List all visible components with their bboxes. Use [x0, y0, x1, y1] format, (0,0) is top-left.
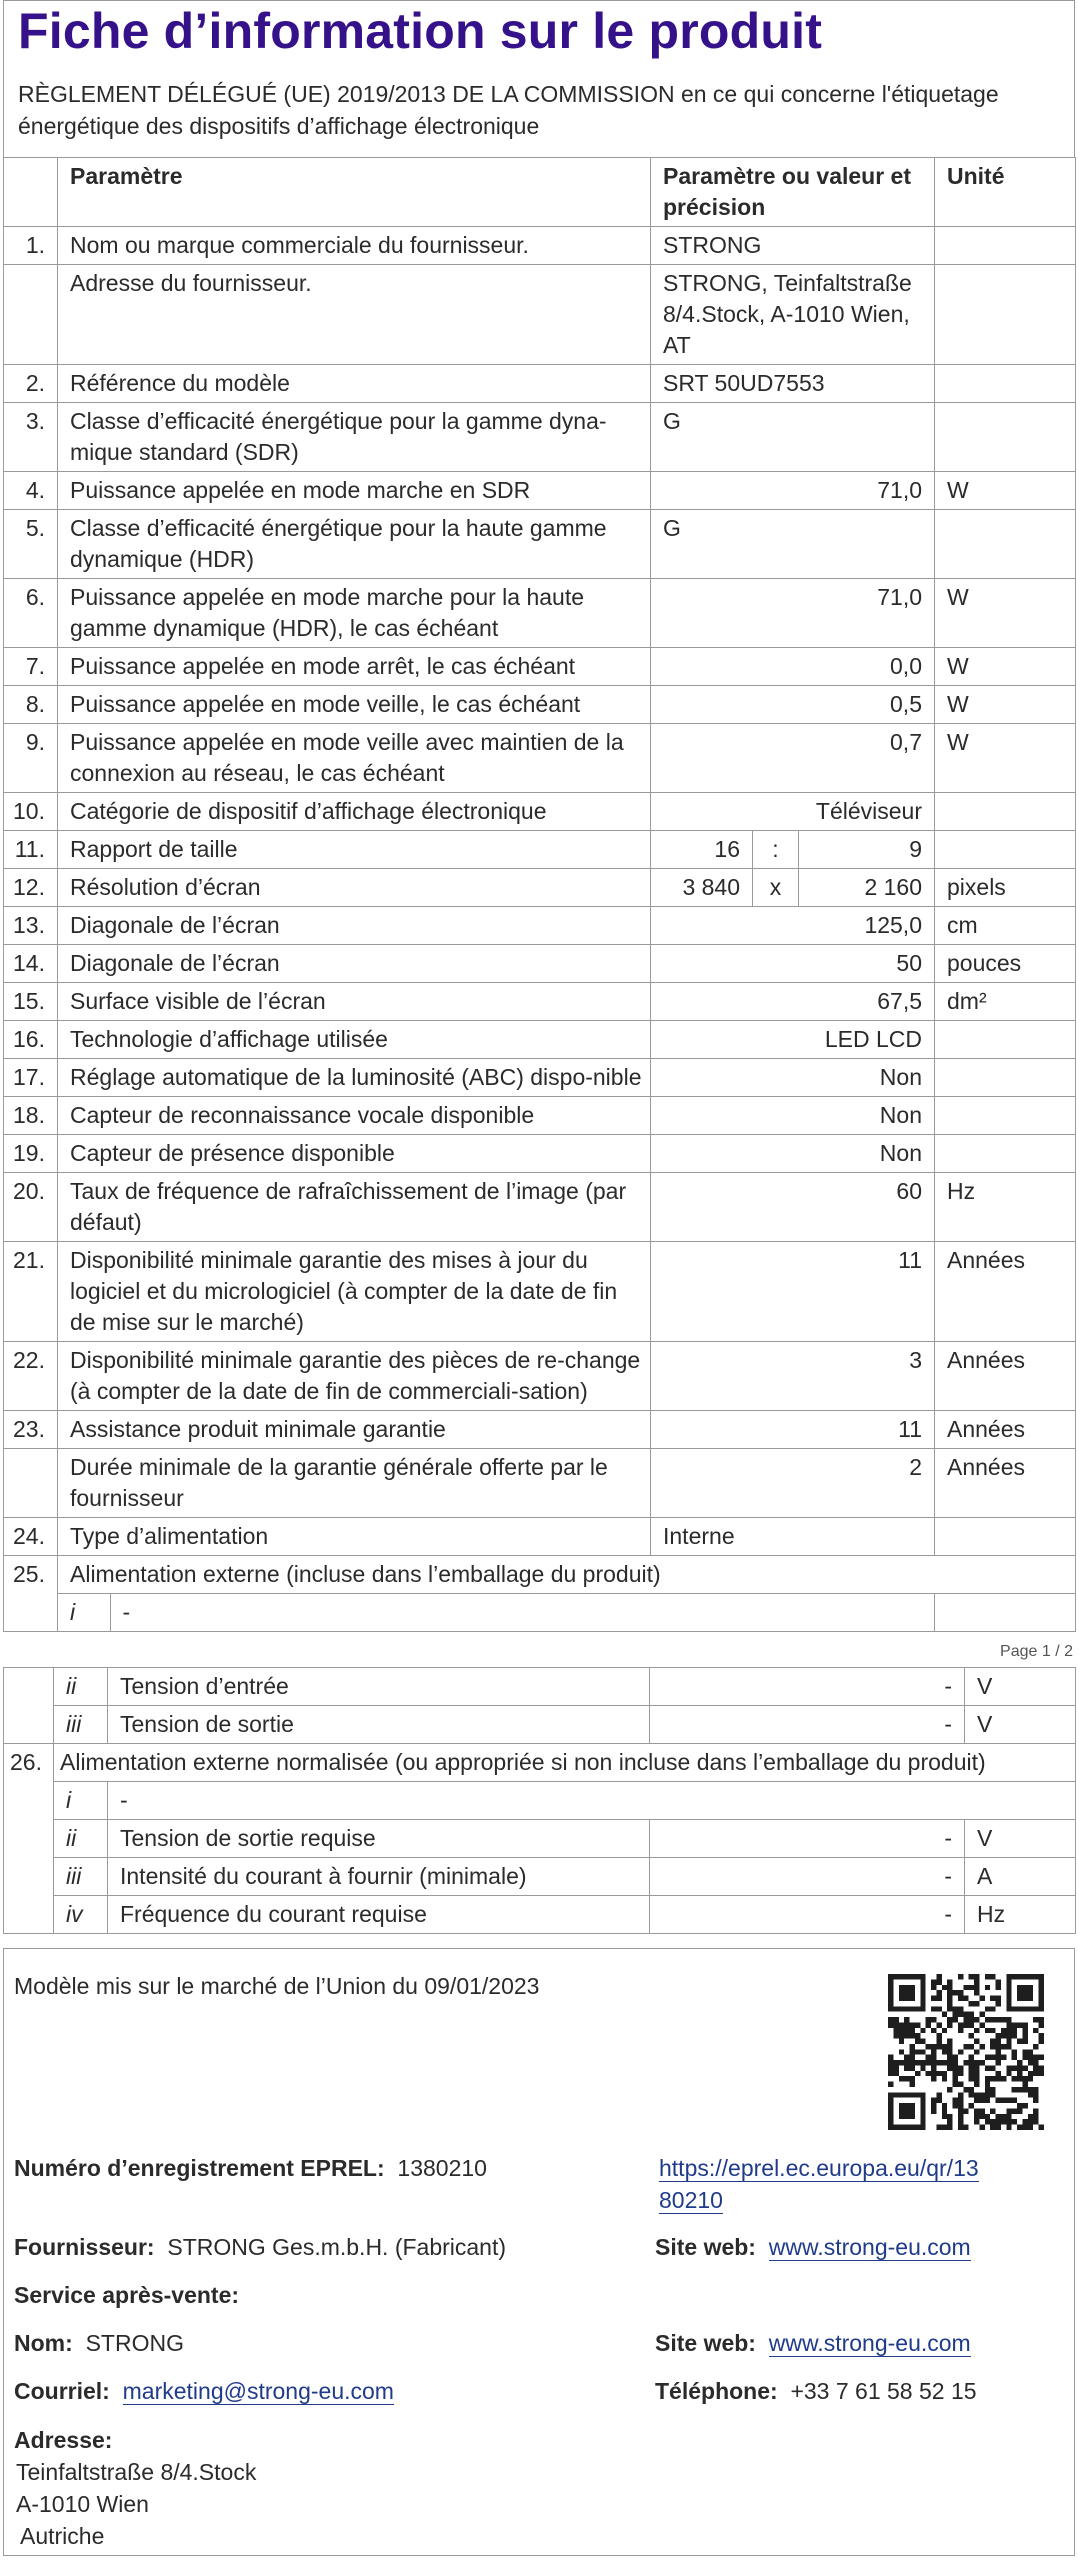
- row-parameter: Diagonale de l’écran: [58, 945, 651, 983]
- sub-row-roman: ii: [54, 1820, 108, 1858]
- service-phone: [655, 2375, 977, 2407]
- supplier-website: [655, 2231, 971, 2263]
- row-unit: [935, 1059, 1076, 1097]
- row-value: STRONG: [651, 227, 935, 265]
- table-row: [4, 1820, 1076, 1858]
- sub-row-value: -: [650, 1896, 965, 1934]
- table-row: [4, 983, 1076, 1021]
- row-value-a: 3 840: [651, 869, 753, 907]
- row-value: Interne: [651, 1518, 935, 1556]
- row-number: 2.: [4, 365, 58, 403]
- row-value: 125,0: [651, 907, 935, 945]
- row-number: 13.: [4, 907, 58, 945]
- row-number: 14.: [4, 945, 58, 983]
- table-row: [4, 1242, 1076, 1342]
- service-name: [14, 2327, 184, 2359]
- param-header: Paramètre: [58, 158, 651, 227]
- row-number: 21.: [4, 1242, 58, 1342]
- row-parameter: Adresse du fournisseur.: [58, 265, 651, 365]
- phone-label: Téléphone:: [655, 2378, 778, 2404]
- row-value: G: [651, 510, 935, 579]
- row-parameter: Disponibilité minimale garantie des pièces de re-change (à compter de la date de fin de commerciali-sation): [58, 1342, 651, 1411]
- row-value: Non: [651, 1135, 935, 1173]
- row-number: 18.: [4, 1097, 58, 1135]
- row-unit: Années: [935, 1242, 1076, 1342]
- sub-row-roman: i: [58, 1594, 110, 1631]
- row-number: 10.: [4, 793, 58, 831]
- row-number: 17.: [4, 1059, 58, 1097]
- address-label: [14, 2424, 112, 2456]
- qr-code-icon[interactable]: [888, 1974, 1044, 2130]
- aftersales-heading: [14, 2279, 239, 2311]
- mail-label: Courriel:: [14, 2378, 110, 2404]
- eprel-link-line2[interactable]: 80210: [659, 2187, 723, 2213]
- parameter-table: [3, 157, 1076, 1632]
- row-unit: [935, 1518, 1076, 1556]
- table-row: [4, 831, 1076, 869]
- row-number: 1.: [4, 227, 58, 265]
- row-parameter: Durée minimale de la garantie générale offerte par le fournisseur: [58, 1449, 651, 1518]
- row-unit: Hz: [935, 1173, 1076, 1242]
- page-number: Page 1 / 2: [1000, 1643, 1073, 1660]
- name-label: Nom:: [14, 2330, 73, 2356]
- unit-header: Unité: [935, 158, 1076, 227]
- web-link[interactable]: www.strong-eu.com: [768, 2234, 971, 2260]
- name-value: STRONG: [85, 2330, 184, 2356]
- row-value: 0,5: [651, 686, 935, 724]
- parameter-table-continued: [3, 1667, 1076, 1934]
- row-number: 25.: [4, 1556, 58, 1632]
- sub-row-value: -: [650, 1820, 965, 1858]
- row-unit: Années: [935, 1342, 1076, 1411]
- sub-row-roman: iv: [54, 1896, 108, 1934]
- row-number-empty: [4, 1668, 54, 1744]
- row-unit: [935, 365, 1076, 403]
- sub-row-parameter: Tension d’entrée: [108, 1668, 650, 1706]
- row-parameter: Capteur de présence disponible: [58, 1135, 651, 1173]
- table-row: [4, 510, 1076, 579]
- eprel-link-line1[interactable]: https://eprel.ec.europa.eu/qr/13: [659, 2155, 979, 2181]
- table-row: [4, 793, 1076, 831]
- table-row: [4, 403, 1076, 472]
- table-row: [4, 1021, 1076, 1059]
- row-number: 26.: [4, 1744, 54, 1934]
- row-number: 15.: [4, 983, 58, 1021]
- row-parameter: Disponibilité minimale garantie des mises à jour du logiciel et du micrologiciel (à compter de la date de fin de mise sur le marché): [58, 1242, 651, 1342]
- row-parameter: Puissance appelée en mode arrêt, le cas échéant: [58, 648, 651, 686]
- sub-row-parameter: Intensité du courant à fournir (minimale): [108, 1858, 650, 1896]
- row-parameter: Classe d’efficacité énergétique pour la gamme dyna-mique standard (SDR): [58, 403, 651, 472]
- market-date: Modèle mis sur le marché de l’Union du 09/01/2023: [14, 1973, 540, 1999]
- sub-row-value: -: [108, 1782, 1076, 1820]
- sub-row-unit: V: [965, 1706, 1076, 1744]
- row-parameter: Catégorie de dispositif d’affichage électronique: [58, 793, 651, 831]
- row-parameter: Puissance appelée en mode marche en SDR: [58, 472, 651, 510]
- row-parameter: Assistance produit minimale garantie: [58, 1411, 651, 1449]
- eprel-link[interactable]: [659, 2152, 979, 2216]
- row-unit: Années: [935, 1411, 1076, 1449]
- row-number: 23.: [4, 1411, 58, 1449]
- sub-row-roman: iii: [54, 1858, 108, 1896]
- sub-row-unit: Hz: [965, 1896, 1076, 1934]
- row-unit: [935, 1594, 1076, 1632]
- row-number: 22.: [4, 1342, 58, 1411]
- phone-value: +33 7 61 58 52 15: [790, 2378, 977, 2404]
- table-row: [4, 1744, 1076, 1782]
- row-value-a: 16: [651, 831, 753, 869]
- table-row: [4, 1135, 1076, 1173]
- row-value: 71,0: [651, 579, 935, 648]
- table-row: [4, 1858, 1076, 1896]
- row-parameter: Classe d’efficacité énergétique pour la haute gamme dynamique (HDR): [58, 510, 651, 579]
- table-row: [4, 1668, 1076, 1706]
- row-number: 7.: [4, 648, 58, 686]
- row-number: 4.: [4, 472, 58, 510]
- row-unit: [935, 1097, 1076, 1135]
- row-unit: cm: [935, 907, 1076, 945]
- service-website: [655, 2327, 971, 2359]
- row-parameter: Résolution d’écran: [58, 869, 651, 907]
- row-number: 16.: [4, 1021, 58, 1059]
- table-row: [4, 1518, 1076, 1556]
- table-row: [4, 365, 1076, 403]
- row-unit: pouces: [935, 945, 1076, 983]
- row-unit: W: [935, 648, 1076, 686]
- row-value: 2: [651, 1449, 935, 1518]
- row-value: Non: [651, 1097, 935, 1135]
- row-unit: [935, 265, 1076, 365]
- row-number: 9.: [4, 724, 58, 793]
- row-parameter: Puissance appelée en mode veille, le cas échéant: [58, 686, 651, 724]
- row-unit: [935, 793, 1076, 831]
- row-parameter: Surface visible de l’écran: [58, 983, 651, 1021]
- eprel-number: [14, 2152, 487, 2184]
- address-line-2: A-1010 Wien: [16, 2491, 149, 2517]
- row-number: 6.: [4, 579, 58, 648]
- table-row: [4, 648, 1076, 686]
- row-unit: dm²: [935, 983, 1076, 1021]
- table-row: [4, 1706, 1076, 1744]
- table-row: [4, 1097, 1076, 1135]
- supplier-label: Fournisseur:: [14, 2234, 155, 2260]
- row-value: 50: [651, 945, 935, 983]
- row-parameter: Diagonale de l’écran: [58, 907, 651, 945]
- table-row: [4, 472, 1076, 510]
- row-parameter: Capteur de reconnaissance vocale disponible: [58, 1097, 651, 1135]
- row-parameter: Technologie d’affichage utilisée: [58, 1021, 651, 1059]
- row-number: 8.: [4, 686, 58, 724]
- table-row: [4, 1173, 1076, 1242]
- table-row: [4, 265, 1076, 365]
- supplier-value: STRONG Ges.m.b.H. (Fabricant): [167, 2234, 507, 2260]
- table-row: [4, 579, 1076, 648]
- row-value-separator: x: [753, 869, 799, 907]
- row-value: 3: [651, 1342, 935, 1411]
- row-value: Non: [651, 1059, 935, 1097]
- row-number: 20.: [4, 1173, 58, 1242]
- row-value: G: [651, 403, 935, 472]
- eprel-value: 1380210: [397, 2155, 487, 2181]
- sub-row-roman: i: [54, 1782, 108, 1820]
- row-parameter: Nom ou marque commerciale du fournisseur.: [58, 227, 651, 265]
- table-row: [4, 1594, 1076, 1632]
- table-row: [4, 724, 1076, 793]
- row-value: 0,7: [651, 724, 935, 793]
- value-header: Paramètre ou valeur et précision: [651, 158, 935, 227]
- aftersales-label: Service après-vente:: [14, 2282, 240, 2308]
- row-value: STRONG, Teinfaltstraße 8/4.Stock, A-1010 Wien, AT: [651, 265, 935, 365]
- address-label-text: Adresse:: [14, 2427, 113, 2453]
- row-number: 3.: [4, 403, 58, 472]
- supplier: [14, 2231, 506, 2263]
- row-parameter: Type d’alimentation: [58, 1518, 651, 1556]
- sub-row-roman: iii: [54, 1706, 108, 1744]
- table-row: [4, 686, 1076, 724]
- sub-row: [58, 1594, 934, 1631]
- sub-row-roman: ii: [54, 1668, 108, 1706]
- sub-row-unit: V: [965, 1668, 1076, 1706]
- web2-label: Site web:: [655, 2330, 756, 2356]
- table-row: [4, 945, 1076, 983]
- row-unit: [935, 510, 1076, 579]
- row-unit: W: [935, 579, 1076, 648]
- row-value-separator: :: [753, 831, 799, 869]
- address-line-3: Autriche: [20, 2523, 105, 2549]
- sub-row-unit: V: [965, 1820, 1076, 1858]
- table-row: [4, 1342, 1076, 1411]
- row-value-b: 2 160: [799, 869, 935, 907]
- service-email: [14, 2375, 394, 2407]
- row-unit: [935, 227, 1076, 265]
- row-unit: [935, 831, 1076, 869]
- row-parameter: Référence du modèle: [58, 365, 651, 403]
- table-row: [4, 1449, 1076, 1518]
- row-value: 0,0: [651, 648, 935, 686]
- sub-row-parameter: Fréquence du courant requise: [108, 1896, 650, 1934]
- row-parameter: Rapport de taille: [58, 831, 651, 869]
- row-unit: [935, 403, 1076, 472]
- row-value: SRT 50UD7553: [651, 365, 935, 403]
- row-value-b: 9: [799, 831, 935, 869]
- sub-row-value: -: [122, 1599, 131, 1625]
- table-row: [4, 1411, 1076, 1449]
- row-value: LED LCD: [651, 1021, 935, 1059]
- row-unit: pixels: [935, 869, 1076, 907]
- sub-row-value: -: [650, 1668, 965, 1706]
- web-label: Site web:: [655, 2234, 756, 2260]
- row-value: 71,0: [651, 472, 935, 510]
- sub-row-parameter: Tension de sortie: [108, 1706, 650, 1744]
- row-number: [4, 1449, 58, 1518]
- row-unit: [935, 1135, 1076, 1173]
- sub-row-value: -: [650, 1706, 965, 1744]
- row-number: 12.: [4, 869, 58, 907]
- row-parameter: Taux de fréquence de rafraîchissement de l’image (par défaut): [58, 1173, 651, 1242]
- row-parameter: Réglage automatique de la luminosité (ABC) dispo-nible: [58, 1059, 651, 1097]
- row-number: 11.: [4, 831, 58, 869]
- table-row: [4, 1782, 1076, 1820]
- address-line-1: Teinfaltstraße 8/4.Stock: [16, 2459, 257, 2485]
- table-row: [4, 1556, 1076, 1594]
- sub-row-value: -: [650, 1858, 965, 1896]
- table-row: [4, 907, 1076, 945]
- row-number: 5.: [4, 510, 58, 579]
- table-row: [4, 1896, 1076, 1934]
- sub-row-parameter: Tension de sortie requise: [108, 1820, 650, 1858]
- page-title: Fiche d’information sur le produit: [18, 3, 823, 59]
- row-value: 11: [651, 1242, 935, 1342]
- row-value: 67,5: [651, 983, 935, 1021]
- email-link[interactable]: marketing@strong-eu.com: [122, 2378, 394, 2404]
- row-value: 11: [651, 1411, 935, 1449]
- row-number: [4, 265, 58, 365]
- row-parameter: Alimentation externe (incluse dans l’emballage du produit): [58, 1556, 1076, 1594]
- web2-link[interactable]: www.strong-eu.com: [768, 2330, 971, 2356]
- row-unit: [935, 1021, 1076, 1059]
- row-value: Téléviseur: [651, 793, 935, 831]
- row-parameter: Puissance appelée en mode marche pour la haute gamme dynamique (HDR), le cas échéant: [58, 579, 651, 648]
- row-unit: W: [935, 472, 1076, 510]
- eprel-label: Numéro d’enregistrement EPREL:: [14, 2155, 385, 2181]
- row-value: 60: [651, 1173, 935, 1242]
- table-row: [4, 1059, 1076, 1097]
- sub-row-container: [58, 1594, 935, 1632]
- row-parameter: Alimentation externe normalisée (ou appropriée si non incluse dans l’emballage du produit): [54, 1744, 1076, 1782]
- row-number: 24.: [4, 1518, 58, 1556]
- row-unit: Années: [935, 1449, 1076, 1518]
- row-unit: W: [935, 686, 1076, 724]
- row-parameter: Puissance appelée en mode veille avec maintien de la connexion au réseau, le cas échéant: [58, 724, 651, 793]
- regulation-subtitle: RÈGLEMENT DÉLÉGUÉ (UE) 2019/2013 DE LA COMMISSION en ce qui concerne l'étiquetage énergétique des dispositifs d’affichage électronique: [18, 81, 999, 139]
- row-number: 19.: [4, 1135, 58, 1173]
- row-unit: W: [935, 724, 1076, 793]
- table-header-row: [4, 158, 1076, 227]
- sub-row-unit: A: [965, 1858, 1076, 1896]
- table-row: [4, 227, 1076, 265]
- table-row: [4, 869, 1076, 907]
